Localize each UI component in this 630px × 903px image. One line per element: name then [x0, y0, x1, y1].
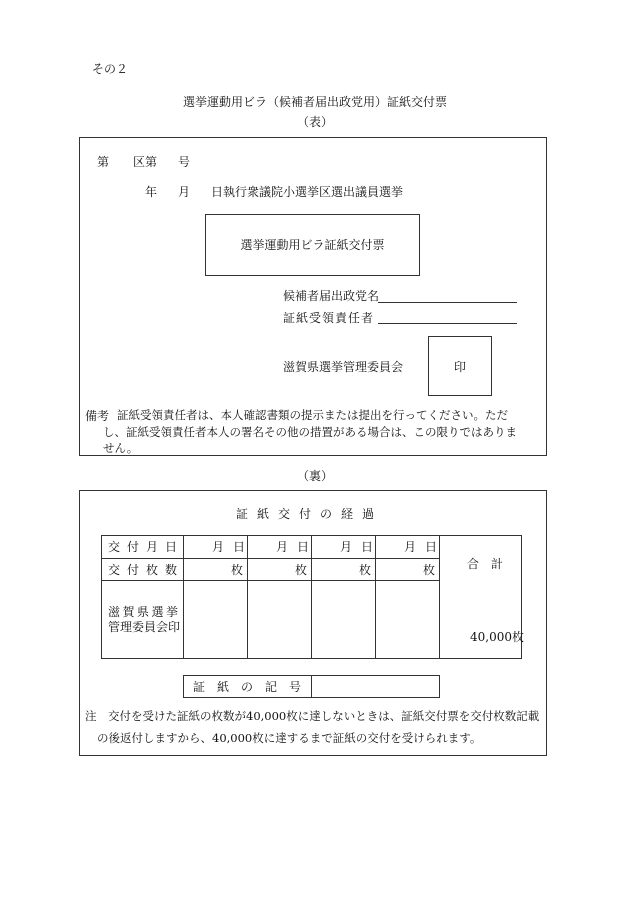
date-month: 月	[178, 185, 191, 199]
page-label: その２	[92, 62, 129, 76]
certificate-title: 選挙運動用ビラ証紙交付票	[240, 238, 385, 252]
count-cell-1-unit: 枚	[231, 563, 244, 577]
note-line-2: し、証紙受領責任者本人の署名その他の措置がある場合は、この限りではありま	[103, 425, 517, 439]
committee-name: 滋賀県選挙管理委員会	[283, 360, 404, 374]
date-cell-1-day: 日	[233, 540, 246, 554]
number-dai: 第	[97, 155, 110, 169]
note-line-3: せん。	[103, 441, 139, 455]
party-label: 候補者届出政党名	[283, 289, 380, 303]
date-cell-3-day: 日	[361, 540, 374, 554]
count-cell-4-unit: 枚	[423, 563, 436, 577]
back-label: （裏）	[296, 469, 333, 483]
row-label-committee-1: 滋賀県選挙	[108, 605, 181, 619]
count-cell-3-unit: 枚	[359, 563, 372, 577]
date-cell-1-month: 月	[212, 540, 225, 554]
date-election: 日執行衆議院小選挙区選出議員選挙	[211, 185, 404, 199]
seal-mark: 印	[453, 360, 466, 374]
count-cell-2-unit: 枚	[295, 563, 308, 577]
front-label: （表）	[296, 115, 333, 129]
back-heading: 証紙交付の経過	[236, 507, 384, 521]
party-underline	[378, 302, 517, 303]
receiver-underline	[378, 323, 517, 324]
number-ku: 区第	[133, 155, 158, 169]
date-year: 年	[145, 185, 158, 199]
total-value: 40,000枚	[470, 630, 524, 644]
date-cell-2-month: 月	[276, 540, 289, 554]
row-label-committee-2: 管理委員会印	[108, 620, 181, 634]
date-cell-3-month: 月	[340, 540, 353, 554]
total-label: 合 計	[467, 557, 504, 571]
note-heading: 備考	[85, 409, 110, 423]
back-note-line-2: の後返付しますから、40,000枚に達するまで証紙の交付を受けられます。	[97, 731, 482, 745]
form-title: 選挙運動用ビラ（候補者届出政党用）証紙交付票	[182, 95, 447, 109]
date-cell-2-day: 日	[297, 540, 310, 554]
note-line-1: 証紙受領責任者は、本人確認書類の提示または提出を行ってください。ただ	[117, 408, 508, 422]
row-label-issue-count: 交付枚数	[108, 563, 185, 577]
stamp-record-label: 証 紙 の 記 号	[192, 680, 301, 694]
number-go: 号	[178, 155, 191, 169]
date-cell-4-day: 日	[425, 540, 438, 554]
receiver-label: 証紙受領責任者	[283, 311, 375, 325]
back-note-line-1: 注 交付を受けた証紙の枚数が40,000枚に達しないときは、証紙交付票を交付枚数記載	[85, 709, 540, 723]
date-cell-4-month: 月	[404, 540, 417, 554]
row-label-issue-date: 交付月日	[108, 540, 185, 554]
